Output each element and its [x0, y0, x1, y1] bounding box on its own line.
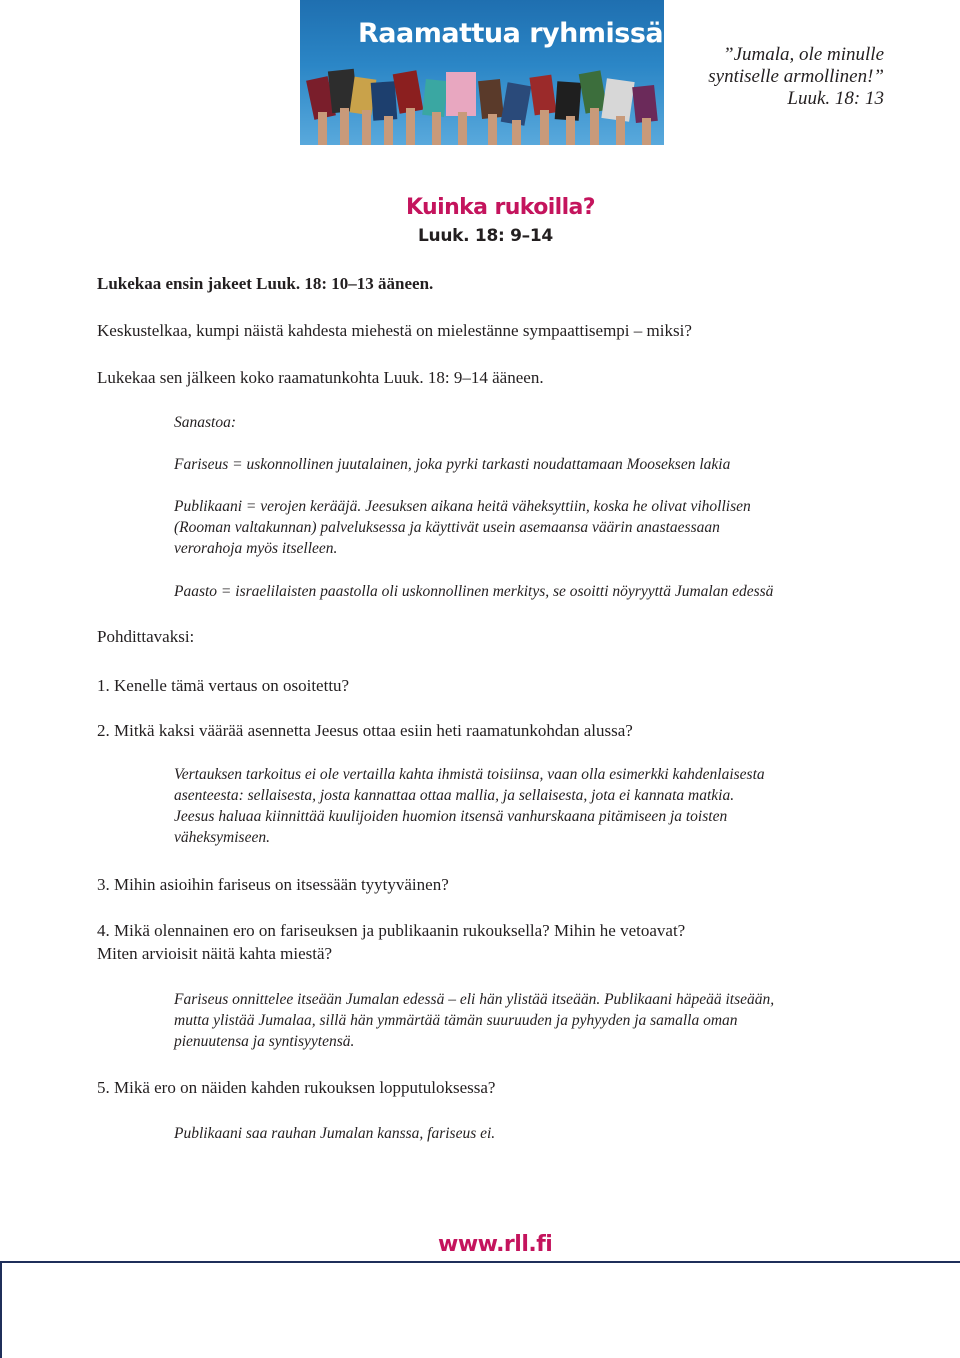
glossary-paasto: Paasto = israelilaisten paastolla oli uskonnollinen merkitys, se osoitti nöyryyttä Jumalan edessä [174, 583, 774, 600]
glossary-fariseus: Fariseus = uskonnollinen juutalainen, joka pyrki tarkasti noudattamaan Mooseksen lakia [174, 456, 731, 473]
header-banner-image [300, 0, 664, 145]
glossary-line: verorahoja myös itselleen. [174, 540, 338, 557]
key-verse-line: syntiselle armollinen!” [708, 66, 884, 87]
question-1: 1. Kenelle tämä vertaus on osoitettu? [97, 676, 350, 695]
answer-line: Jeesus haluaa kiinnittää kuulijoiden huomion itsensä vanhurskaana pitämiseen ja toisten [174, 808, 728, 825]
banner-title: Raamattua ryhmissä [358, 18, 664, 49]
answer-line: mutta ylistää Jumalaa, sillä hän ymmärtää tämän suuruuden ja pyhyyden ja samalla oman [174, 1012, 738, 1029]
glossary-publikaani [174, 496, 751, 559]
key-verse-line: ”Jumala, ole minulle [723, 44, 884, 65]
footer-frame [0, 1261, 960, 1358]
question-2: 2. Mitkä kaksi väärää asennetta Jeesus ottaa esiin heti raamatunkohdan alussa? [97, 721, 633, 740]
question-3: 3. Mihin asioihin fariseus on itsessään tyytyväinen? [97, 875, 449, 894]
glossary-line: (Rooman valtakunnan) palveluksessa ja käyttivät usein asemaansa väärin anastaessaan [174, 519, 720, 536]
reflection-heading: Pohdittavaksi: [97, 627, 195, 646]
answer-5: Publikaani saa rauhan Jumalan kanssa, fariseus ei. [174, 1125, 496, 1142]
answer-4 [174, 989, 774, 1052]
instruction-discuss: Keskustelkaa, kumpi näistä kahdesta miehestä on mielestänne sympaattisempi – miksi? [97, 321, 692, 340]
question-4-line1: 4. Mikä olennainen ero on fariseuksen ja publikaanin rukouksella? Mihin he vetoavat? [97, 921, 686, 940]
question-4-line2: Miten arvioisit näitä kahta miestä? [97, 944, 333, 963]
question-5: 5. Mikä ero on näiden kahden rukouksen lopputuloksessa? [97, 1078, 496, 1097]
answer-line: pienuutensa ja syntisyytensä. [174, 1033, 355, 1050]
lesson-reference: Luuk. 18: 9–14 [418, 226, 553, 246]
key-verse-reference: Luuk. 18: 13 [787, 88, 884, 109]
glossary-heading: Sanastoa: [174, 414, 236, 431]
glossary-line: Publikaani = verojen kerääjä. Jeesuksen aikana heitä väheksyttiin, koska he olivat vihollisen [174, 498, 751, 515]
key-verse [624, 44, 884, 110]
instruction-read-first: Lukekaa ensin jakeet Luuk. 18: 10–13 ääneen. [97, 274, 434, 293]
answer-line: väheksymiseen. [174, 829, 270, 846]
instruction-read-all: Lukekaa sen jälkeen koko raamatunkohta Luuk. 18: 9–14 ääneen. [97, 368, 544, 387]
answer-line: Fariseus onnittelee itseään Jumalan edessä – eli hän ylistää itseään. Publikaani häpeää itseään, [174, 991, 775, 1008]
answer-2 [174, 764, 765, 848]
website-link[interactable]: www.rll.fi [438, 1232, 553, 1257]
lesson-title: Kuinka rukoilla? [406, 195, 595, 220]
answer-line: asenteesta: sellaisesta, josta kannattaa ottaa mallia, ja sellaisesta, jota ei kannata matkia. [174, 787, 735, 804]
answer-line: Vertauksen tarkoitus ei ole vertailla kahta ihmistä toisiinsa, vaan olla esimerkki kahdenlaisesta [174, 766, 765, 783]
